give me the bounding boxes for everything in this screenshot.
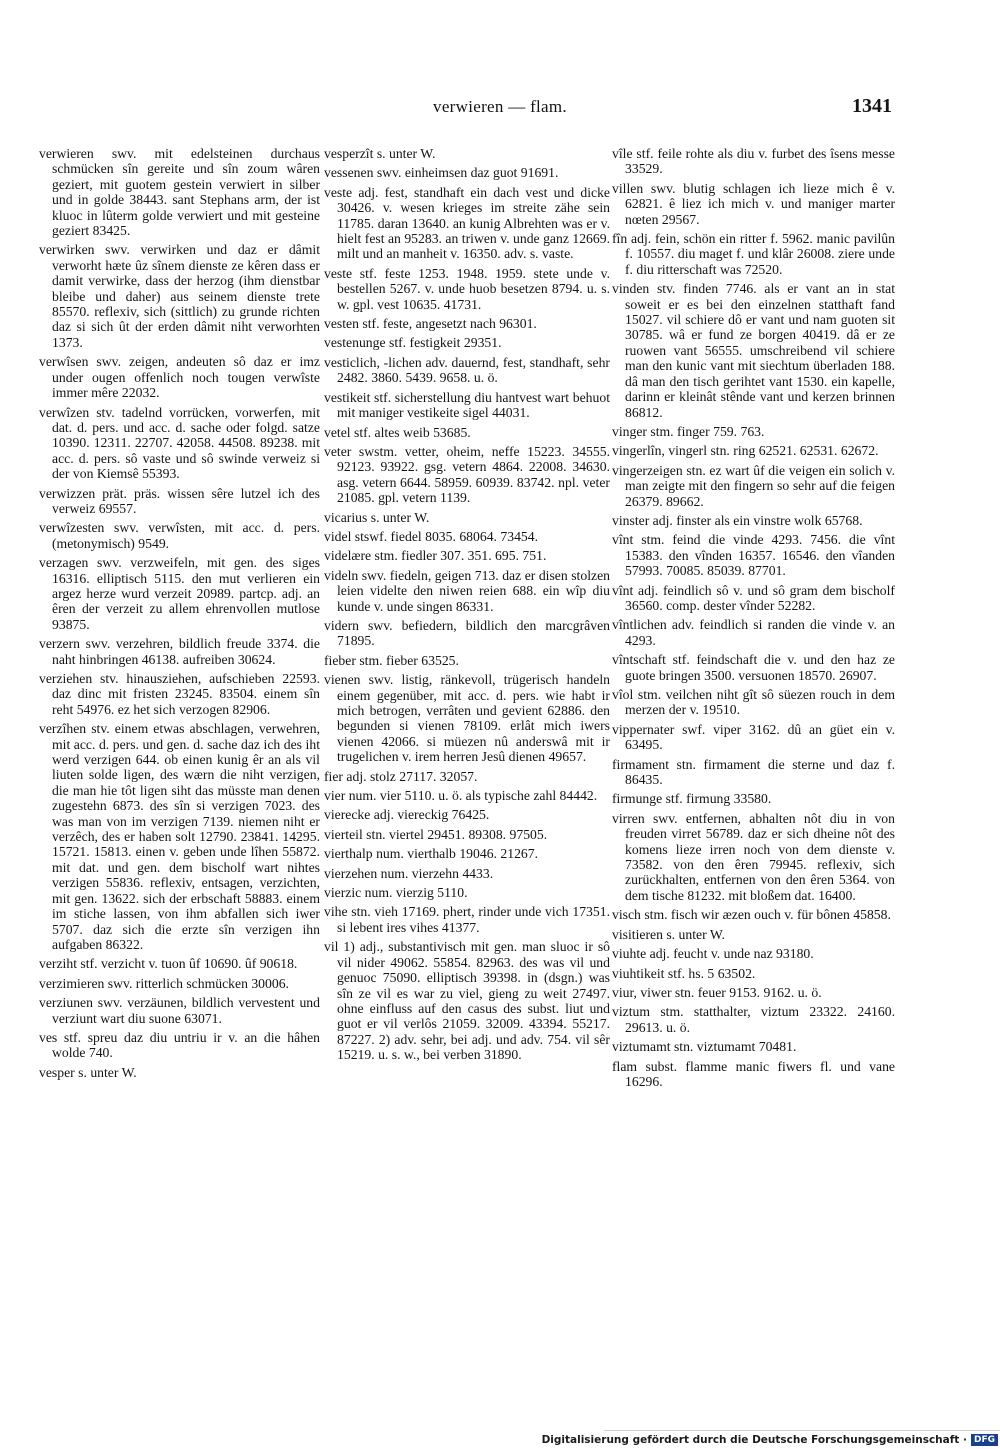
- dictionary-entry: verziht stf. verzicht v. tuon ûf 10690. ûf 90618.: [39, 956, 298, 972]
- dictionary-entry: visitieren s. unter W.: [612, 926, 725, 942]
- dictionary-entry: videl stswf. fiedel 8035. 68064. 73454.: [324, 528, 539, 544]
- page-number: 1341: [852, 95, 892, 117]
- dictionary-entry: vierecke adj. viereckig 76425.: [324, 807, 490, 823]
- dictionary-entry: veste adj. fest, standhaft ein dach vest und dicke 30426. v. wesen krieges im streite zähe sein 11785. daran 13640. an kunig Albrehten was er v. hielt fest an 95283. an triwen v. unde ganz 12669. milt und an manheit v. 16350. adv. s. vaste.: [324, 184, 610, 262]
- column-3: [612, 146, 895, 1093]
- dictionary-entry: vîol stm. veilchen niht gît sô süezen rouch in dem merzen der v. 19510.: [612, 687, 895, 718]
- dictionary-entry: villen swv. blutig schlagen ich lieze mich ê v. 62821. ê liez ich mich v. und maniger marter nœten 29567.: [612, 180, 895, 227]
- column-1: [39, 146, 320, 1084]
- footer-bar: [541, 1430, 1000, 1449]
- dictionary-entry: vierzehen num. vierzehn 4433.: [324, 865, 494, 881]
- dictionary-entry: vingerlîn, vingerl stn. ring 62521. 62531. 62672.: [612, 443, 879, 459]
- dictionary-entry: vesten stf. feste, angesetzt nach 96301.: [324, 316, 537, 332]
- dictionary-entry: veter swstm. vetter, oheim, neffe 15223. 34555. 92123. 93922. gsg. vetern 4864. 22008. 34630. asg. vetern 6644. 58959. 60939. 83742. npl. veter 21085. gpl. vetern 1139.: [324, 443, 610, 506]
- dictionary-entry: verwîzen stv. tadelnd vorrücken, vorwerfen, mit dat. d. pers. und acc. d. sache oder folgd. satze 10390. 12311. 22707. 42058. 44508. 89238. mit acc. d. pers. sô vaste und sô swinde verweiz si der von Kiemsê 55393.: [39, 404, 320, 482]
- dictionary-entry: vierthalp num. vierthalb 19046. 21267.: [324, 846, 539, 862]
- dictionary-entry: vippernater swf. viper 3162. dû an güet ein v. 63495.: [612, 721, 895, 753]
- dictionary-entry: virren swv. entfernen, abhalten nôt diu in von freuden virret 56789. daz er sich dheine nôt des komens lieze irren noch von dem dienste v. 73582. von den êren 79945. reflexiv, sich zurückhalten, entfernen von den êren 5364. von dem tische 81232. mit bloßem dat. 16400.: [612, 810, 895, 903]
- dictionary-entry: vinger stm. finger 759. 763.: [612, 423, 765, 439]
- dictionary-entry: vîle stf. feile rohte als diu v. furbet des îsens messe 33529.: [612, 146, 895, 177]
- dictionary-entry: vîntschaft stf. feindschaft die v. und den haz ze guote bringen 3500. versuonen 18570. 26907.: [612, 652, 895, 683]
- dictionary-entry: vinster adj. finster als ein vinstre wolk 65768.: [612, 512, 863, 528]
- dictionary-entry: verziehen stv. hinausziehen, aufschieben 22593. daz dinc mit fristen 23245. 83504. einem sîn reht 54976. ez het sich verzogen 82906.: [39, 671, 320, 717]
- dictionary-entry: verwirken swv. verwirken und daz er dâmit verworht hæte ûz sînem dienste ze kêren dass er damit verwirke, dass der herzog (ihm dienstbar bleibe und daher) aus seinem dienste trete 85570. reflexiv, sich (sittlich) zu grunde richten daz si sich ût der erden dâmit niht verworhten 1373.: [39, 242, 320, 350]
- dictionary-entry: verzagen swv. verzweifeln, mit gen. des siges 16316. elliptisch 5115. den mut verlieren ein argez herze wurd verzeit 20989. partcp. adj. an êren der verzeit zu allem ehrenvollen mutlose 93875.: [39, 555, 320, 632]
- dictionary-entry: videlære stm. fiedler 307. 351. 695. 751.: [324, 548, 547, 564]
- dfg-logo: DFG: [971, 1434, 998, 1446]
- dictionary-entry: verwizzen prät. präs. wissen sêre lutzel ich des verweiz 69557.: [39, 485, 320, 516]
- dictionary-entry: fîn adj. fein, schön ein ritter f. 5962. manic pavilûn f. 10557. diu maget f. und klâr 26008. ziere unde f. diu ritterschaft was 72520.: [612, 231, 895, 277]
- dictionary-entry: vetel stf. altes weib 53685.: [324, 424, 471, 440]
- funding-notice: Digitalisierung gefördert durch die Deutsche Forschungsgemeinschaft ·: [541, 1434, 967, 1446]
- dictionary-entry: vesper s. unter W.: [39, 1064, 137, 1080]
- dictionary-entry: vil 1) adj., substantivisch mit gen. man sluoc ir sô vil nider 49062. 55854. 82963. des was vil und genuoc 75090. elliptisch 39398. in (dsgn.) was sîn ze vil es war zu viel, gieng zu weit 27497. ohne einfluss auf den casus des subst. liut und guot er vil verlôs 21059. 32009. 43394. 55217. 87227. 2) adv. sehr, bei adj. und adv. 754. vil sêr 15219. u. s. w., bei verben 31890.: [324, 939, 610, 1063]
- dictionary-entry: vidern swv. befiedern, bildlich den marcgrâven 71895.: [324, 617, 610, 649]
- dictionary-entry: viztum stm. statthalter, viztum 23322. 24160. 29613. u. ö.: [612, 1004, 895, 1035]
- dictionary-entry: viuhtikeit stf. hs. 5 63502.: [612, 965, 756, 981]
- dictionary-entry: vestenunge stf. festigkeit 29351.: [324, 335, 502, 351]
- dictionary-entry: vînt adj. feindlich sô v. und sô gram dem bischolf 36560. comp. dester vînder 52282.: [612, 582, 895, 613]
- dictionary-entry: verwieren swv. mit edelsteinen durchaus schmücken sîn gereite und sîn zoum wâren geziert, mit guotem gestein verwiert in silber und in golde 38443. sant Stephans arm, der ist kluoc in lûterm golde verwiert und mit gesteine geziert 83425.: [39, 146, 320, 239]
- dictionary-entry: verzîhen stv. einem etwas abschlagen, verwehren, mit acc. d. pers. und gen. d. sache daz ich des iht werd verzigen 644. ob einen kunig êr an als vil liuten solde ligen, des wærn die niht verzigen, die man hie tôt ligen siht das müsste man denen zugestehn 6873. des sîn si verzigen 7023. des was man von im verzigen 7139. niemen niht er verzêch, des er haben solt 12790. 23841. 14295. 15721. 15813. einen v. geben unde lîhen 55872. mit dat. und gen. dem bischolf wart nihtes verzigen 55836. reflexiv, entsagen, verzichten, mit gen. 13622. sich der erbschaft 58883. einem im stiche lassen, von ihm abfallen sich iwer 5707. daz sich die erzte sîn verzigen ihn aufgaben 86322.: [39, 721, 320, 952]
- dictionary-entry: vingerzeigen stn. ez wart ûf die veigen ein solich v. man zeigte mit den fingern so sehr auf die feigen 26379. 89662.: [612, 462, 895, 509]
- dictionary-entry: vierteil stn. viertel 29451. 89308. 97505.: [324, 826, 548, 842]
- dictionary-entry: vienen swv. listig, ränkevoll, trügerisch handeln einem gegenüber, mit acc. d. pers. wie habt ir mich betrogen, verrâten und gevient 62886. den begunden si vienen 78109. erlât mich iwers vienen 42066. si müezen nû anderswâ mit ir trugelichen v. irem herren Jesû dienen 49657.: [324, 672, 610, 765]
- dictionary-entry: viztumamt stn. viztumamt 70481.: [612, 1039, 797, 1055]
- dictionary-entry: vierzic num. vierzig 5110.: [324, 885, 468, 901]
- dictionary-entry: viuhte adj. feucht v. unde naz 93180.: [612, 946, 814, 962]
- dictionary-entry: verzern swv. verzehren, bildlich freude 3374. die naht hinbringen 46138. aufreiben 30624.: [39, 636, 320, 667]
- dictionary-entry: ves stf. spreu daz diu untriu ir v. an die hâhen wolde 740.: [39, 1029, 320, 1061]
- dictionary-entry: flam subst. flamme manic fiwers fl. und vane 16296.: [612, 1058, 895, 1089]
- dictionary-entry: vinden stv. finden 7746. als er vant an in stat soweit er es bei den einzelnen statthaft fand 15027. vil schiere dô er vant und nam guoten sit 30785. wâ er fund ze borgen 40419. dâ er ze ruowen vant 56555. umschreibend vil schiere man den kunic vant mit siechtum überladen 188. dâ man den tisch gerihtet vant 1530. ein kapelle, darinn er kleinât stênde vant und kerzen brinnen 86812.: [612, 281, 895, 420]
- dictionary-entry: vesperzît s. unter W.: [324, 146, 436, 161]
- dictionary-entry: visch stm. fisch wir æzen ouch v. für bônen 45858.: [612, 907, 891, 923]
- dictionary-entry: vessenen swv. einheimsen daz guot 91691.: [324, 165, 559, 181]
- dictionary-entry: veste stf. feste 1253. 1948. 1959. stete unde v. bestellen 5267. v. unde huob besetzen 8794. u. s. w. gpl. vest 10635. 41731.: [324, 265, 610, 312]
- dictionary-entry: vîntlichen adv. feindlich si randen die vinde v. an 4293.: [612, 617, 895, 648]
- page-header: [0, 97, 1000, 127]
- dictionary-entry: vînt stm. feind die vinde 4293. 7456. die vînt 15383. den vînden 16357. 16546. den vîanden 57993. 70085. 85039. 87701.: [612, 532, 895, 579]
- dictionary-entry: viur, viwer stn. feuer 9153. 9162. u. ö.: [612, 984, 822, 1000]
- dictionary-entry: fier adj. stolz 27117. 32057.: [324, 768, 478, 784]
- dictionary-entry: fieber stm. fieber 63525.: [324, 652, 459, 668]
- dictionary-entry: verwîzesten swv. verwîsten, mit acc. d. pers. (metonymisch) 9549.: [39, 520, 320, 551]
- running-head: verwieren — flam.: [433, 97, 567, 116]
- dictionary-entry: firmament stn. firmament die sterne und daz f. 86435.: [612, 756, 895, 788]
- dictionary-entry: verziunen swv. verzäunen, bildlich vervestent und verziunt wart diu suone 63071.: [39, 995, 320, 1026]
- dictionary-entry: verwîsen swv. zeigen, andeuten sô daz er imz under ougen offenlich noch tougen verwîste immer mêre 22032.: [39, 354, 320, 401]
- dictionary-entry: vihe stn. vieh 17169. phert, rinder unde vich 17351. si lebent ires vihes 41377.: [324, 904, 610, 935]
- dictionary-entry: firmunge stf. firmung 33580.: [612, 791, 772, 807]
- dictionary-entry: verzimieren swv. ritterlich schmücken 30006.: [39, 975, 289, 991]
- dictionary-entry: vestikeit stf. sicherstellung diu hantvest wart behuot mit maniger vestikeite sigel 44031.: [324, 389, 610, 421]
- dictionary-entry: vier num. vier 5110. u. ö. als typische zahl 84442.: [324, 788, 598, 804]
- dictionary-entry: videln swv. fiedeln, geigen 713. daz er disen stolzen leien videlte den niwen reien 688. ein wîp diu kunde v. unde singen 86331.: [324, 567, 610, 614]
- dictionary-entry: vicarius s. unter W.: [324, 509, 430, 525]
- column-2: [324, 146, 610, 1067]
- dictionary-entry: vesticlich, -lichen adv. dauernd, fest, standhaft, sehr 2482. 3860. 5439. 9658. u. ö.: [324, 354, 610, 386]
